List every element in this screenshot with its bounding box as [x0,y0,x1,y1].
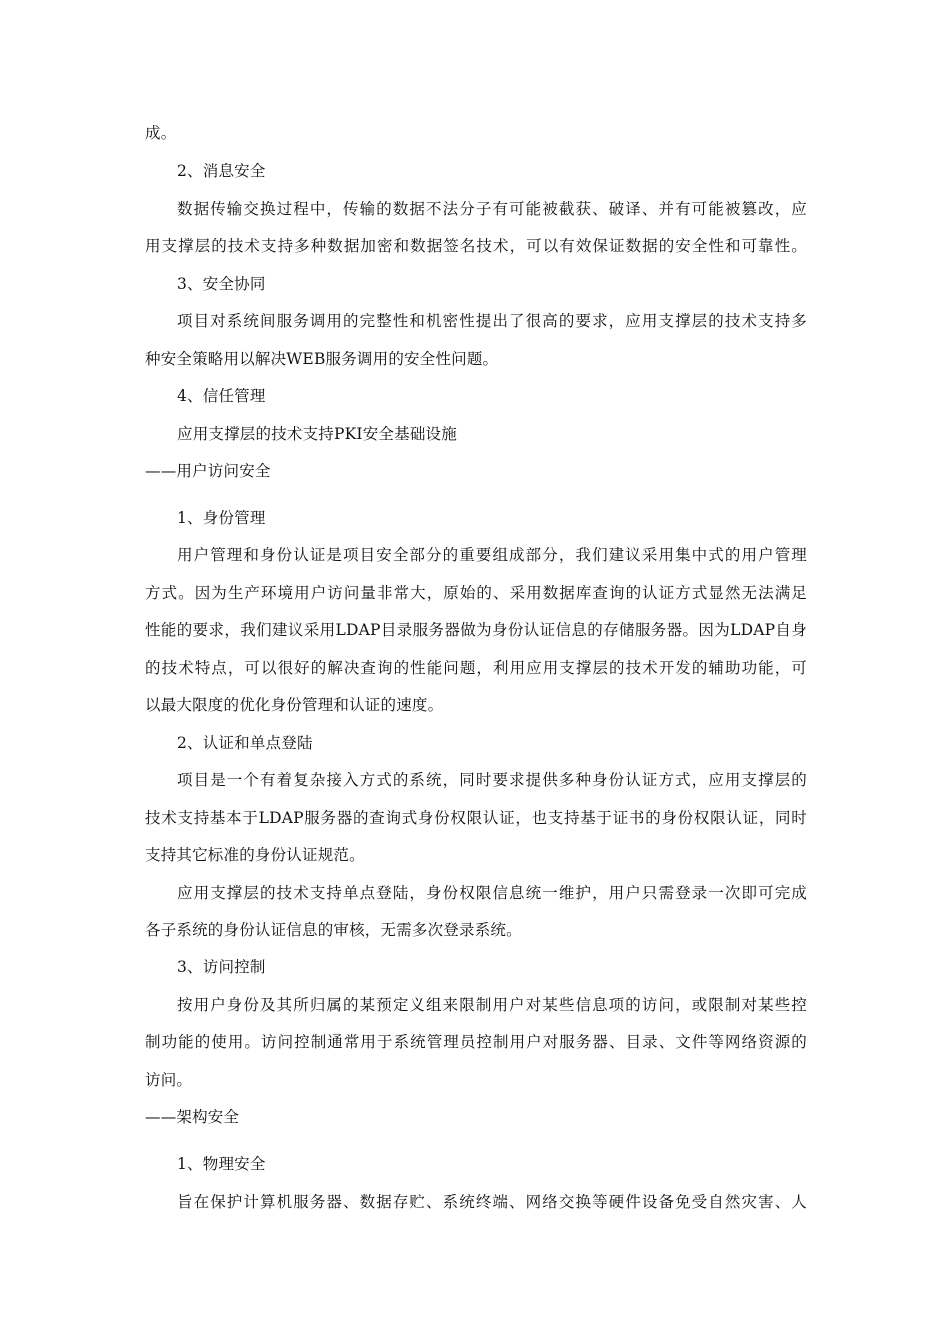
subsection-heading: 3、访问控制 [177,958,266,976]
paragraph-line: 成。 [145,124,177,142]
paragraph-line: 性能的要求，我们建议采用LDAP目录服务器做为身份认证信息的存储服务器。因为LDAP自身 [145,621,807,639]
paragraph-line: 以最大限度的优化身份管理和认证的速度。 [145,696,444,714]
paragraph-line: 应用支撑层的技术支持单点登陆，身份权限信息统一维护，用户只需登录一次即可完成 [177,884,807,902]
paragraph-line: 旨在保护计算机服务器、数据存贮、系统终端、网络交换等硬件设备免受自然灾害、人 [177,1193,807,1211]
paragraph-line: 访问。 [145,1071,193,1089]
paragraph-line: 种安全策略用以解决WEB服务调用的安全性问题。 [145,350,499,368]
paragraph-line: 的技术特点，可以很好的解决查询的性能问题，利用应用支撑层的技术开发的辅助功能，可 [145,659,807,677]
paragraph-line: 数据传输交换过程中，传输的数据不法分子有可能被截获、破译、并有可能被篡改，应 [177,200,807,218]
paragraph-line: 用户管理和身份认证是项目安全部分的重要组成部分，我们建议采用集中式的用户管理 [177,546,807,564]
paragraph-line: 技术支持基本于LDAP服务器的查询式身份权限认证，也支持基于证书的身份权限认证，同时 [145,809,807,827]
paragraph-line: 项目是一个有着复杂接入方式的系统，同时要求提供多种身份认证方式，应用支撑层的 [177,771,807,789]
paragraph-line: 各子系统的身份认证信息的审核，无需多次登录系统。 [145,921,522,939]
section-heading: ——架构安全 [145,1108,240,1126]
paragraph-line: 方式。因为生产环境用户访问量非常大，原始的、采用数据库查询的认证方式显然无法满足 [145,584,807,602]
paragraph-line: 制功能的使用。访问控制通常用于系统管理员控制用户对服务器、目录、文件等网络资源的 [145,1033,807,1051]
subsection-heading: 1、物理安全 [177,1155,266,1173]
paragraph-line: 按用户身份及其所归属的某预定义组来限制用户对某些信息项的访问，或限制对某些控 [177,996,807,1014]
subsection-heading: 4、信任管理 [177,387,266,405]
paragraph-line: 支持其它标准的身份认证规范。 [145,846,365,864]
subsection-heading: 1、身份管理 [177,509,266,527]
paragraph-line: 用支撑层的技术支持多种数据加密和数据签名技术，可以有效保证数据的安全性和可靠性。 [145,237,807,255]
subsection-heading: 2、消息安全 [177,162,266,180]
subsection-heading: 3、安全协同 [177,275,266,293]
paragraph-line: 项目对系统间服务调用的完整性和机密性提出了很高的要求，应用支撑层的技术支持多 [177,312,807,330]
section-heading: ——用户访问安全 [145,462,271,480]
paragraph-line: 应用支撑层的技术支持PKI安全基础设施 [177,425,457,443]
subsection-heading: 2、认证和单点登陆 [177,734,313,752]
